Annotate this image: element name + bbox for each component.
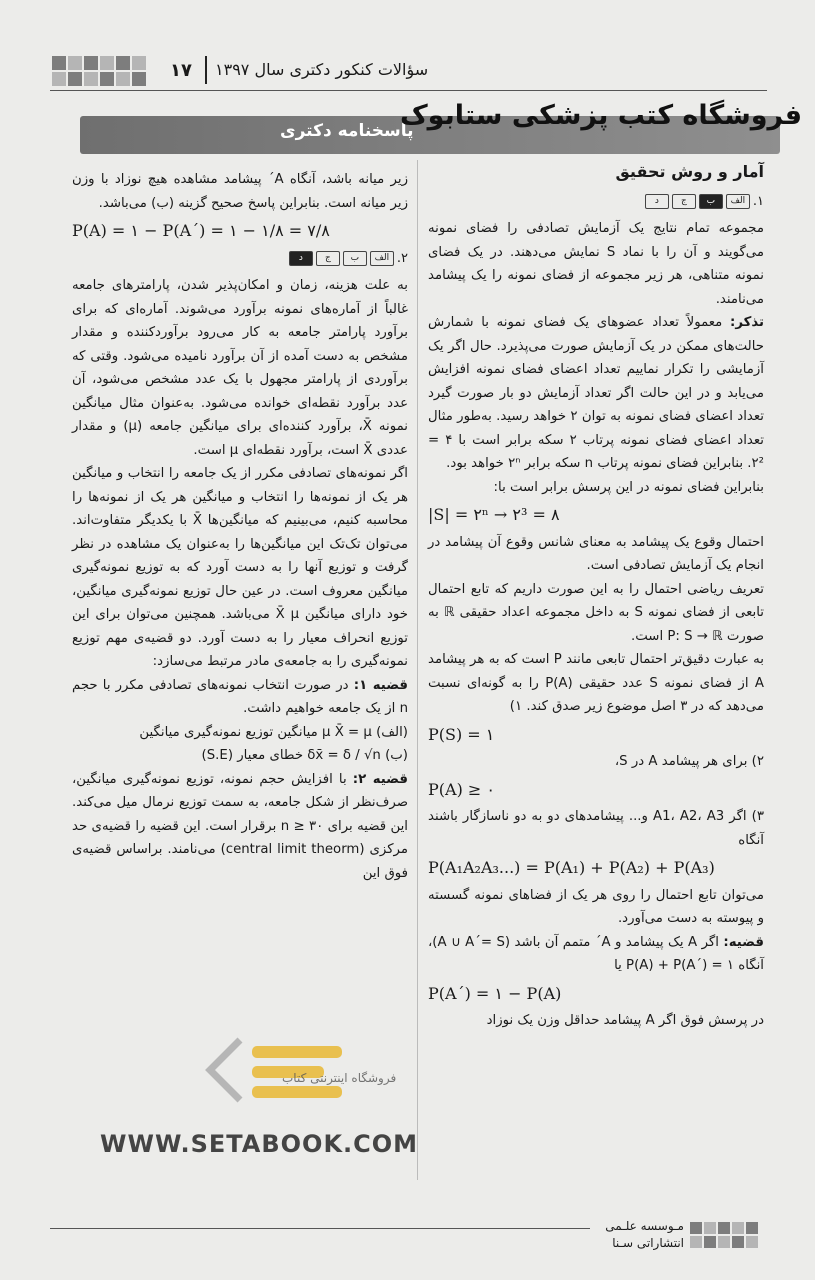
note-text: معمولاً تعداد عضوهای یک فضای نمونه با شمارش حالت‌های ممکن در یک آزمایش صورت می‌پذیرد. حال اگر یک آزمایشی را تکرار نماییم تعداد اعضای فضای نمونه افزایش می‌یابد و در این حالت اگر تعداد آزمایش دو بار صورت گیرد تعداد اعضای فضای نمونه به توان ۲ خواهد رسید. به‌طور مثال تعداد اعضای فضای نمونه پرتاب ۲ سکه برابر است با ۴ = ۲². بنابراین فضای نمونه پرتاب n سکه برابر ۲ⁿ خواهد بود. [428,315,765,471]
watermark-subtitle: فروشگاه اینترنتی کتاب [282,1071,397,1085]
equation-axiom-3: P(A₁A₂A₃...) = P(A₁) + P(A₂) + P(A₃) [428,858,715,877]
option-b: ب [343,251,367,266]
publisher-line-2: انتشاراتی سـنا [612,1236,684,1250]
option-d: د [645,194,669,209]
paragraph: ۲) برای هر پیشامد A در S، [614,754,764,769]
equation-answer: P(A) = ۱ − P(A´) = ۱ − ۱/۸ = ۷/۸ [72,221,330,240]
section-title: آمار و روش تحقیق [615,162,764,181]
header-rule [50,90,767,91]
left-column [72,168,408,885]
page-number: ۱۷ [170,60,192,81]
footer-decor-squares [690,1222,758,1248]
option-b-selected: ب [699,194,723,209]
publisher-name [596,1218,684,1252]
option-a: الف [370,251,394,266]
theorem-2-paragraph [72,768,408,886]
watermark-url: WWW.SETABOOK.COM [100,1130,419,1158]
question-1-header [428,190,764,214]
theorem-text: اگر A یک پیشامد و A´ متمم آن باشد (A ∪ A´= S)، آنگاه P(A) + P(A´) = ۱ یا [428,934,764,973]
equation-sample-space: |S| = ۲ⁿ → ۲³ = ۸ [428,505,560,524]
equation-axiom-1: P(S) = ۱ [428,724,495,744]
running-header-title: سؤالات کنکور دکتری سال ۱۳۹۷ [215,60,429,79]
paragraph: به علت هزینه، زمان و امکان‌پذیر شدن، پارامترهای جامعه غالباً از آماره‌های نمونه برآورد می‌شوند. آماره‌ای که برای برآورد پارامتر جامعه به کار می‌رود برآوردکننده و مقدار مشخص به دست آمده از آن برآورد نامیده می‌شود. وقتی که برآوردی از پارامتر مجهول با یک عدد مشخص می‌شود، آن عدد برآورد نقطه‌ای خوانده می‌شود. به‌عنوان مثال میانگین نمونه X̄، برآورد کننده‌ای برای میانگین جامعه (μ) و مقدار عددی X̄ است، برآورد نقطه‌ای μ است. [72,278,408,458]
option-c: ج [672,194,696,209]
equation-complement: P(A´) = ۱ − P(A) [428,983,562,1003]
paragraph: مجموعه تمام نتایج یک آزمایش تصادفی را فضای نمونه می‌گویند و آن را با نماد S نمایش می‌دهند. در یک فضای نمونه متناهی، هر زیر مجموعه از فضای نمونه را یک پیشامد می‌نامند. [428,221,764,307]
note-label: تذکر: [730,315,764,330]
paragraph: بنابراین فضای نمونه در این پرسش برابر است با: [493,479,764,495]
paragraph: اگر نمونه‌های تصادفی مکرر از یک جامعه را انتخاب و میانگین هر یک از نمونه‌ها را انتخاب و میانگین هر یک از نمونه‌ها را محاسبه کنیم، می‌بینیم که میانگین‌ها X̄ با یکدیگر متفاوت‌اند. می‌توان تک‌تک این میانگین‌ها را به‌عنوان یک مشاهده در نظر گرفت و توزیع آنها را به دست آورد که به توزیع نمونه‌گیری میانگین معروف است. در عین حال توزیع نمونه‌گیری میانگین، خود دارای میانگین X̄ μ می‌باشد. همچنین می‌توان برای این توزیع انحراف معیار را به دست آورد. دو قضیه‌ی مهم توزیع نمونه‌گیری را به جامعه‌ی مادر مرتبط می‌سازد: [72,466,409,669]
question-2-header [72,247,408,271]
header-separator [205,56,207,84]
theorem-1-paragraph [72,674,408,721]
question-number: ۲. [396,250,408,266]
setabook-logo-watermark [200,1032,397,1108]
formula-mean: (الف) μ X̄ = μ میانگین توزیع نمونه‌گیری میانگین [139,724,408,740]
right-column [428,160,764,1033]
theorem-1-text: در صورت انتخاب نمونه‌های تصادفی مکرر با حجم n از یک جامعه خواهیم داشت. [72,677,408,716]
theorem-2-text: با افزایش حجم نمونه، توزیع نمونه‌گیری میانگین، صرف‌نظر از شکل جامعه، به سمت توزیع نرمال میل می‌کند. این قضیه برای n ≥ ۳۰ برقرار است. این قضیه را قضیه‌ی حد مرکزی (central limit theorm) می‌نامند. براساس قضیه‌ی فوق این [72,771,409,881]
note-paragraph [428,311,764,476]
store-watermark-text: فروشگاه کتب پزشکی ستابوک [400,100,803,131]
column-divider [417,160,418,1180]
option-c: ج [316,251,340,266]
paragraph: احتمال وقوع یک پیشامد به معنای شانس وقوع آن پیشامد در انجام یک آزمایش تصادفی است. [428,534,764,573]
formula-standard-error: (ب) δx̄ = δ / √n خطای معیار (S.E) [201,748,408,763]
footer-rule [50,1228,590,1229]
paragraph: زیر میانه باشد، آنگاه A´ پیشامد مشاهده هیچ نوزاد با وزن زیر میانه است. بنابراین پاسخ صحیح گزینه (ب) می‌باشد. [72,172,408,211]
theorem-paragraph [428,931,764,978]
theorem-1-label: قضیه ۱: [353,677,409,693]
paragraph: در پرسش فوق اگر A پیشامد حداقل وزن یک نوزاد [486,1013,764,1028]
paragraph: تعریف ریاضی احتمال را به این صورت داریم که تابع احتمال تابعی از فضای نمونه S به داخل مجموعه اعداد حقیقی ℝ به صورت P: S → ℝ است. [428,581,764,644]
banner-title: پاسخنامه دکتری [280,121,414,141]
theorem-label: قضیه: [723,934,764,950]
paragraph: می‌توان تابع احتمال را روی هر یک از فضاهای نمونه گسسته و پیوسته به دست می‌آورد. [428,887,764,926]
option-a: الف [726,194,750,209]
paragraph: به عبارت دقیق‌تر احتمال تابعی مانند P است که به هر پیشامد A از فضای نمونه S عدد حقیقی P(A) را به گونه‌ای نسبت می‌دهد که در ۳ اصل موضوع زیر صدق کند. ۱) [428,652,764,714]
theorem-2-label: قضیه ۲: [352,771,408,787]
header-decor-squares [52,56,146,86]
paragraph: ۳) اگر A1، A2، A3 و... پیشامدهای دو به دو ناسازگار باشند آنگاه [428,809,764,848]
question-number: ۱. [752,193,764,209]
equation-axiom-2: P(A) ≥ ۰ [428,779,495,799]
publisher-line-1: مـوسسه علـمی [605,1219,684,1233]
option-d-selected: د [289,251,313,266]
